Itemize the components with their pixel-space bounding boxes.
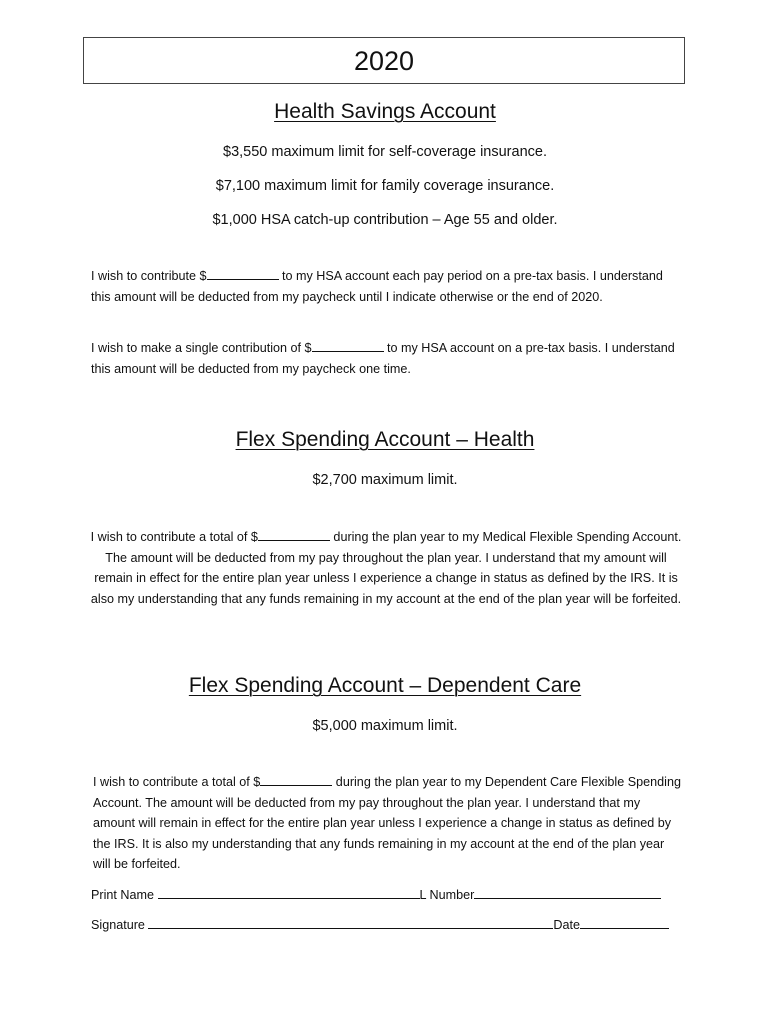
hsa-single-amount-blank[interactable] [312, 339, 384, 352]
fsa-health-paragraph: I wish to contribute a total of $ during the plan year to my Medical Flexible Spending Account. The amount will be deducted from my pay throughout the plan year. I understand that my amount will remain in effect for the entire plan year unless I experience a change in status as defined by the IRS. It is also my understanding that any funds remaining in my account at the end of the plan year will be forfeited. [90, 530, 682, 606]
l-number-label: L Number [419, 888, 475, 902]
fsa-health-amount-blank[interactable] [258, 528, 330, 541]
hsa-self-limit: $3,550 maximum limit for self-coverage insurance. [223, 144, 547, 160]
hsa-family-limit: $7,100 maximum limit for family coverage insurance. [215, 178, 555, 194]
l-number-field[interactable] [474, 885, 661, 899]
signature-label: Signature [91, 918, 145, 932]
signature-field[interactable] [148, 915, 553, 929]
fsa-health-limit: $2,700 maximum limit. [312, 472, 458, 488]
hsa-per-period-paragraph: I wish to contribute $ to my HSA account each pay period on a pre-tax basis. I understand this amount will be deducted from my paycheck until I indicate otherwise or the end of 2020. [91, 269, 663, 304]
year-title: 2020 [83, 37, 685, 84]
date-label: Date [553, 918, 581, 932]
print-name-field[interactable] [158, 885, 420, 899]
date-field[interactable] [580, 915, 669, 929]
hsa-catchup-limit: $1,000 HSA catch-up contribution – Age 55 and older. [212, 212, 558, 228]
fsa-dependent-limit: $5,000 maximum limit. [312, 718, 458, 734]
fsa-dependent-paragraph: I wish to contribute a total of $ during the plan year to my Dependent Care Flexible Spending Account. The amount will be deducted from my pay throughout the plan year. I understand that my amount will remain in effect for the entire plan year unless I experience a change in status as defined by the IRS. It is also my understanding that any funds remaining in my account at the end of the plan year will be forfeited. [93, 775, 681, 871]
signature-row [91, 915, 669, 935]
fsa-dependent-heading: Flex Spending Account – Dependent Care [188, 674, 582, 697]
hsa-heading: Health Savings Account [274, 100, 496, 123]
fsa-health-heading: Flex Spending Account – Health [235, 428, 535, 451]
print-name-label: Print Name [91, 888, 154, 902]
fsa-dependent-amount-blank[interactable] [260, 773, 332, 786]
print-name-row [91, 885, 661, 905]
hsa-per-period-amount-blank[interactable] [207, 267, 279, 280]
hsa-single-paragraph: I wish to make a single contribution of $ to my HSA account on a pre-tax basis. I understand this amount will be deducted from my paycheck one time. [91, 341, 675, 376]
